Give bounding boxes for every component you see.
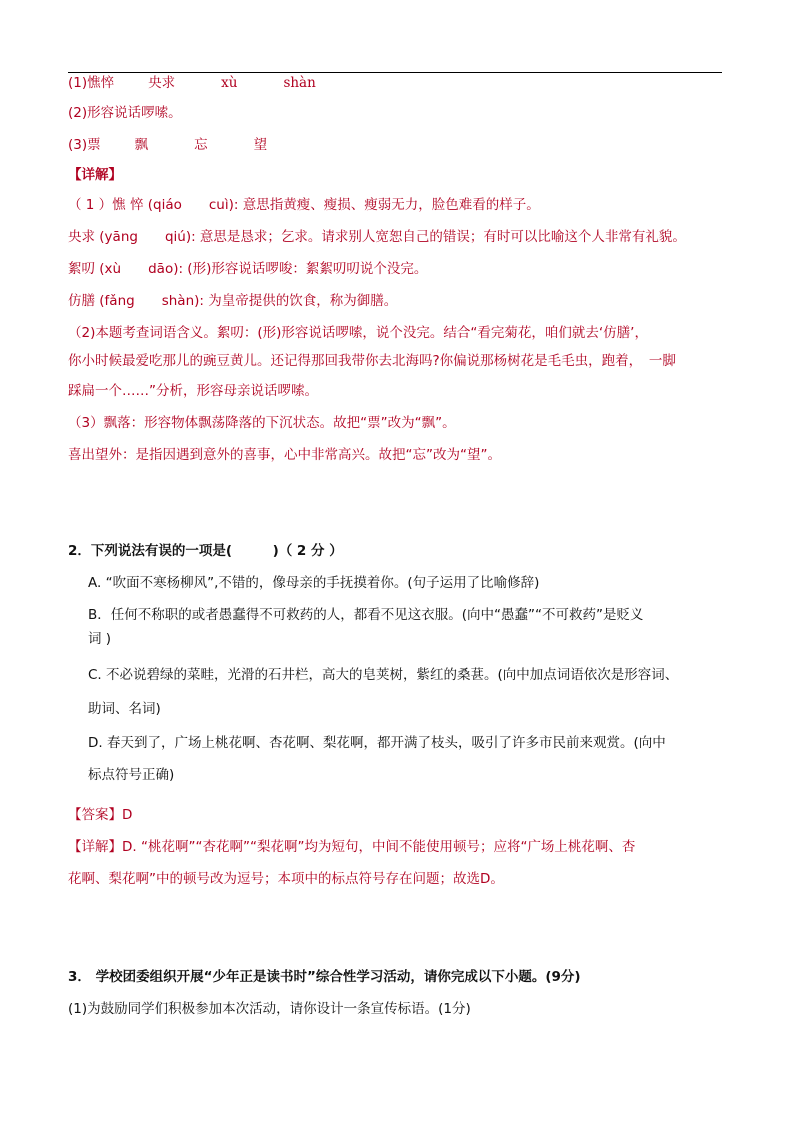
option-b-cont: 词 ) — [88, 631, 112, 647]
detail-line: 央求 (yāng qiú): 意思是恳求；乞求。请求别人宽恕自己的错误；有时可以比喻这个人非常有礼貌。 — [68, 229, 686, 245]
question-3-sub-1: (1)为鼓励同学们积极参加本次活动，请你设计一条宣传标语。(1分) — [68, 1001, 471, 1017]
detail-line: 絮叨 (xù dāo): (形)形容说话啰唆：絮絮叨叨说个没完。 — [68, 261, 428, 277]
answer-3-text: 忘 — [194, 137, 208, 153]
option-d-cont: 标点符号正确) — [88, 767, 175, 783]
header-rule — [68, 72, 722, 73]
detail-line: （3）飘落：形容物体飘荡降落的下沉状态。故把“票”改为“飘”。 — [68, 415, 456, 431]
answer-1-text: (1)憔悴 — [68, 75, 115, 91]
detail-line: 仿膳 (fǎng shàn): 为皇帝提供的饮食，称为御膳。 — [68, 293, 398, 309]
answer-line-1 — [68, 74, 316, 92]
question-3-title: 3． 学校团委组织开展“少年正是读书时”综合性学习活动，请你完成以下小题。(9分) — [68, 969, 581, 985]
question-2-title: 2．下列说法有误的一项是( )（ 2 分 ） — [68, 543, 343, 559]
option-c: C. 不必说碧绿的菜畦，光滑的石井栏，高大的皂荚树，紫红的桑葚。(向中加点词语依次是形容词、 — [88, 667, 679, 683]
answer-3-text: 望 — [253, 137, 268, 153]
answer-3-text: (3)票 — [68, 137, 101, 153]
option-b: B．任何不称职的或者愚蠢得不可救药的人，都看不见这衣服。(向中“愚蠢”“不可救药”是贬义 — [88, 607, 644, 623]
option-a: A. “吹面不寒杨柳风”,不错的，像母亲的手抚摸着你。(句子运用了比喻修辞) — [88, 575, 540, 591]
detail-line: 喜出望外：是指因遇到意外的喜事，心中非常高兴。故把“忘”改为“望”。 — [68, 447, 501, 463]
detail-2-cont: 花啊、梨花啊”中的顿号改为逗号；本项中的标点符号存在问题；故选D。 — [68, 871, 504, 887]
detail-2: 【详解】D. “桃花啊”“杏花啊”“梨花啊”均为短句，中间不能使用顿号；应将“广场上桃花啊、杏 — [68, 839, 636, 855]
answer-1-text: 央求 — [148, 75, 176, 91]
detail-line: 踩扁一个……”分析，形容母亲说话啰嗦。 — [68, 383, 318, 399]
option-d: D. 春天到了，广场上桃花啊、杏花啊、梨花啊，都开满了枝头，吸引了许多市民前来观赏。(向中 — [88, 735, 666, 751]
answer-line-3 — [68, 136, 267, 154]
answer-1-pinyin: shàn — [283, 75, 316, 91]
answer-2: 【答案】D — [68, 807, 133, 823]
detail-label: 【详解】 — [68, 167, 122, 183]
answer-3-text: 飘 — [134, 137, 149, 153]
detail-line: （2)本题考查词语含义。絮叨：(形)形容说话啰嗦，说个没完。结合“看完菊花，咱们就去‘仿膳’， — [68, 325, 648, 341]
detail-line: （ 1 ）憔 悴 (qiáo cuì): 意思指黄瘦、瘦损、瘦弱无力，脸色难看的样子。 — [68, 197, 540, 213]
detail-line: 你小时候最爱吃那儿的豌豆黄儿。还记得那回我带你去北海吗?你偏说那杨树花是毛毛虫，跑着， 一脚 — [68, 353, 676, 369]
answer-line-2: (2)形容说话啰嗦。 — [68, 105, 182, 121]
answer-1-pinyin: xù — [221, 75, 238, 91]
option-c-cont: 助词、名词) — [88, 701, 161, 717]
